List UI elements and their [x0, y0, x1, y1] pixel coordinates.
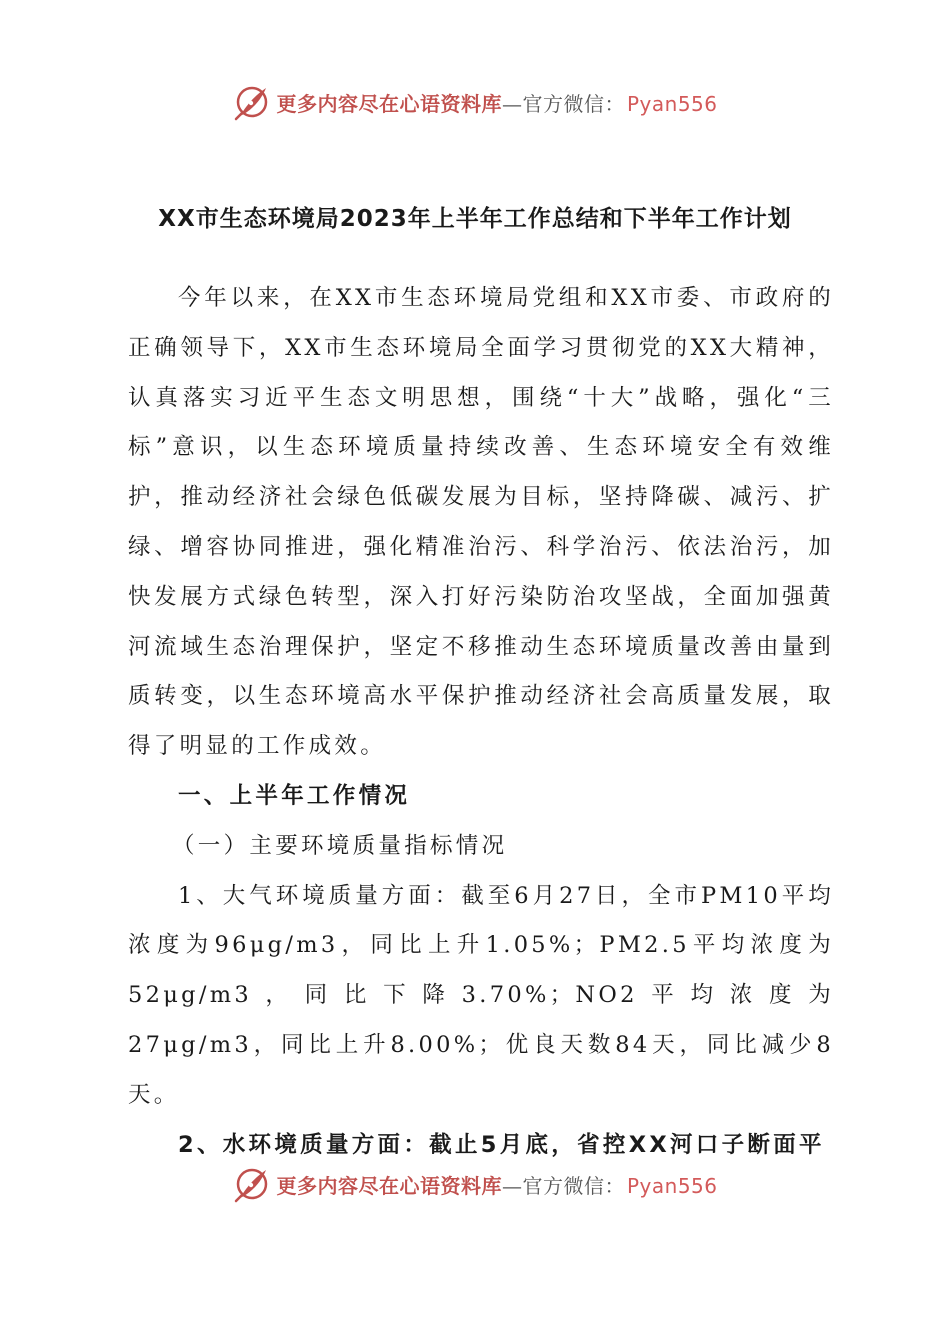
banner-wechat-label: —官方微信：	[501, 1173, 625, 1198]
document-body	[128, 274, 834, 1170]
pen-nib-logo-icon	[232, 1164, 272, 1204]
document-title: XX市生态环境局2023年上半年工作总结和下半年工作计划	[158, 206, 792, 232]
section-heading-1: 一、上半年工作情况	[178, 782, 411, 809]
intro-paragraph: 今年以来，在XX市生态环境局党组和XX市委、市政府的正确领导下，XX市生态环境局全面学习贯彻党的XX大精神，认真落实习近平生态文明思想，围绕“十大”战略，强化“三标”意识，以生态环境质量持续改善、生态环境安全有效维护，推动经济社会绿色低碳发展为目标，坚持降碳、减污、扩绿、增容协同推进，强化精准治污、科学治污、依法治污，加快发展方式绿色转型，深入打好污染防治攻坚战，全面加强黄河流域生态治理保护，坚定不移推动生态环境质量改善由量到质转变，以生态环境高水平保护推动经济社会高质量发展，取得了明显的工作成效。	[128, 285, 834, 760]
subsection-heading-1: （一）主要环境质量指标情况	[172, 832, 508, 859]
banner-wechat-id: Pyan556	[626, 1173, 718, 1198]
water-quality-paragraph: 2、水环境质量方面：截止5月底，省控XX河口子断面平	[178, 1131, 825, 1158]
banner-site-name: 更多内容尽在心语资料库	[276, 1173, 502, 1198]
banner-site-name: 更多内容尽在心语资料库	[276, 91, 502, 116]
banner-wechat-label: —官方微信：	[501, 91, 625, 116]
pen-nib-logo-icon	[232, 82, 272, 122]
footer-watermark-banner	[0, 1162, 950, 1206]
air-quality-paragraph: 1、大气环境质量方面：截至6月27日，全市PM10平均浓度为96μg/m3，同比上升1.05%；PM2.5平均浓度为52μg/m3，同比下降3.70%；NO2平均浓度为27μg/m3，同比上升8.00%；优良天数84天，同比减少8天。	[128, 882, 834, 1108]
banner-wechat-id: Pyan556	[626, 91, 718, 116]
header-watermark-banner	[0, 80, 950, 124]
